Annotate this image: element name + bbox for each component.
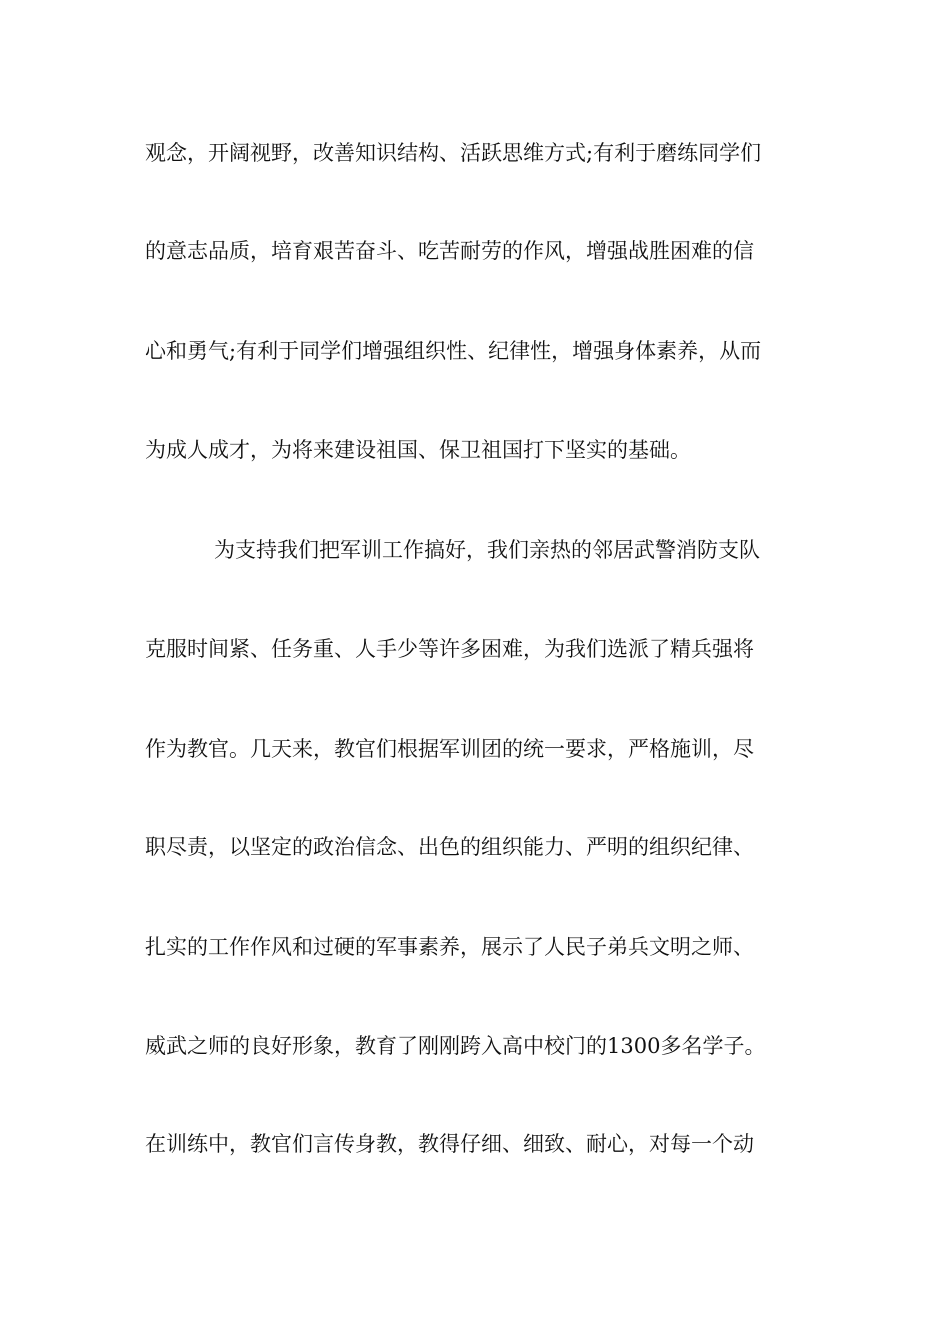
text-line: 威武之师的良好形象，教育了刚刚跨入高中校门的1300多名学子。 xyxy=(145,1034,766,1058)
text-line: 为成人成才，为将来建设祖国、保卫祖国打下坚实的基础。 xyxy=(145,438,691,462)
text-line: 职尽责，以坚定的政治信念、出色的组织能力、严明的组织纪律、 xyxy=(145,835,754,859)
text-line: 作为教官。几天来，教官们根据军训团的统一要求，严格施训，尽 xyxy=(145,737,754,761)
text-line: 在训练中，教官们言传身教，教得仔细、细致、耐心，对每一个动 xyxy=(145,1132,754,1156)
text-line: 心和勇气;有利于同学们增强组织性、纪律性，增强身体素养，从而 xyxy=(145,339,762,363)
text-line: 观念，开阔视野，改善知识结构、活跃思维方式;有利于磨练同学们 xyxy=(145,141,762,165)
text-line: 的意志品质，培育艰苦奋斗、吃苦耐劳的作风，增强战胜困难的信 xyxy=(145,239,754,263)
text-line: 克服时间紧、任务重、人手少等许多困难，为我们选派了精兵强将 xyxy=(145,637,754,661)
text-line: 扎实的工作作风和过硬的军事素养，展示了人民子弟兵文明之师、 xyxy=(145,935,754,959)
paragraph-first-line: 为支持我们把军训工作搞好，我们亲热的邻居武警消防支队 xyxy=(214,538,760,562)
